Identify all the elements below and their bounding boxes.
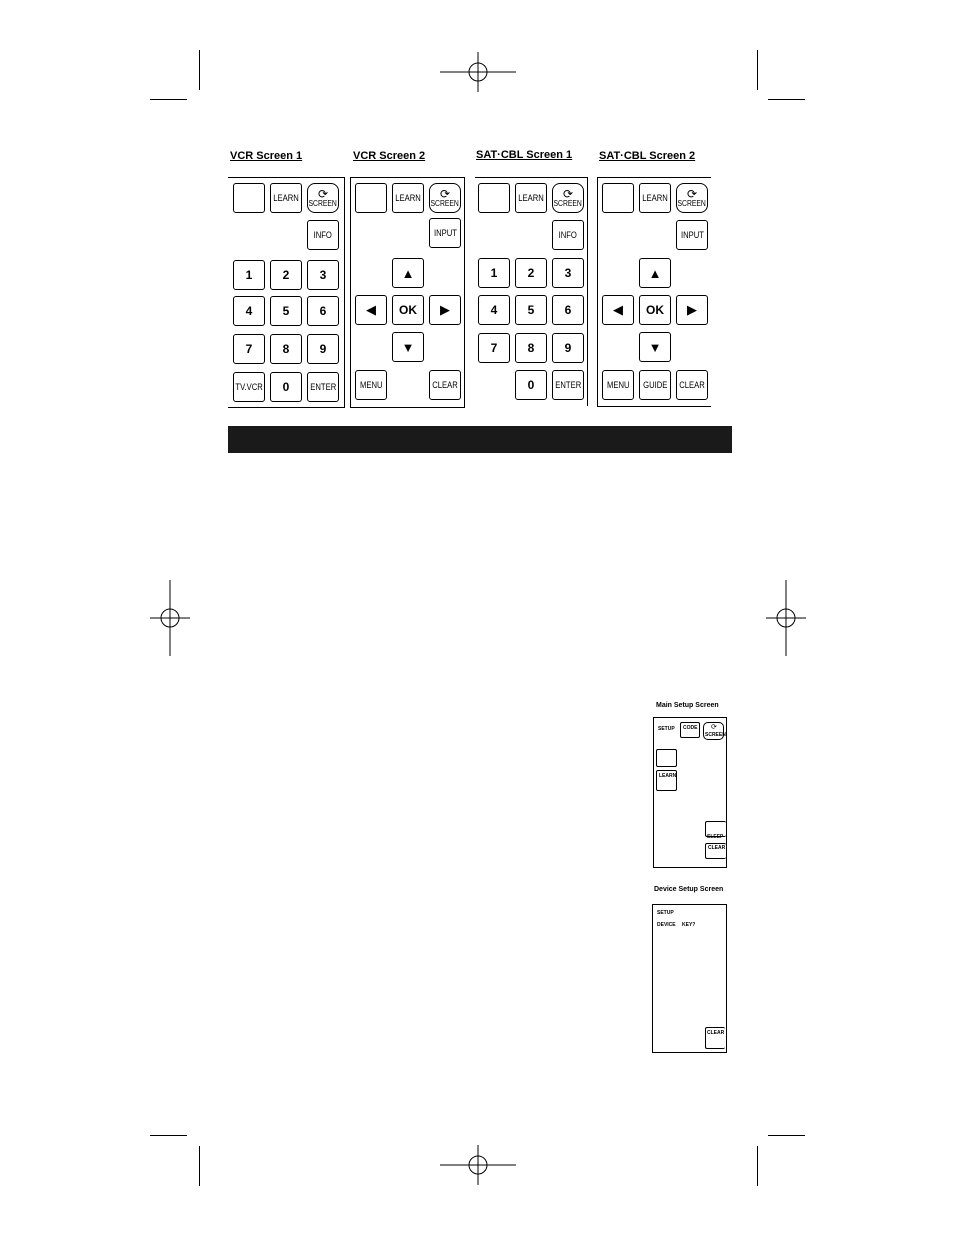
sat-cbl-screen-2-panel — [597, 177, 711, 407]
screen-key[interactable]: ⟳ SCREEN — [429, 183, 461, 213]
code-key[interactable]: CODE — [680, 722, 700, 738]
digit-8-key[interactable]: 8 — [515, 333, 547, 363]
left-arrow-key[interactable] — [602, 295, 634, 325]
up-arrow-key[interactable] — [392, 258, 424, 288]
digit-4-key[interactable]: 4 — [478, 295, 510, 325]
crop-mark — [199, 50, 200, 90]
rotate-icon: ⟳ — [711, 724, 717, 731]
menu-key[interactable]: MENU — [355, 370, 387, 400]
crop-mark — [768, 1135, 805, 1136]
rotate-icon: ⟳ — [562, 186, 574, 201]
key-prompt-label: KEY? — [682, 922, 696, 928]
learn-key[interactable]: LEARN — [656, 770, 677, 791]
enter-key[interactable]: ENTER — [552, 370, 584, 400]
blank-key[interactable] — [233, 183, 265, 213]
right-arrow-key[interactable] — [429, 295, 461, 325]
up-arrow-icon: ▲ — [401, 265, 415, 281]
down-arrow-key[interactable] — [639, 332, 671, 362]
digit-1-key[interactable]: 1 — [478, 258, 510, 288]
input-key[interactable]: INPUT — [429, 218, 461, 248]
up-arrow-key[interactable] — [639, 258, 671, 288]
digit-3-key[interactable]: 3 — [552, 258, 584, 288]
learn-key[interactable]: LEARN — [270, 183, 302, 213]
learn-key[interactable]: LEARN — [515, 183, 547, 213]
digit-2-key[interactable]: 2 — [515, 258, 547, 288]
digit-9-key[interactable]: 9 — [552, 333, 584, 363]
rotate-icon: ⟳ — [439, 186, 451, 201]
right-arrow-key[interactable] — [676, 295, 708, 325]
info-key[interactable]: INFO — [552, 220, 584, 250]
crop-mark — [768, 99, 805, 100]
blank-key[interactable] — [656, 749, 677, 767]
digit-6-key[interactable]: 6 — [307, 296, 339, 326]
crop-mark — [757, 1146, 758, 1186]
vcr-screen-2-title: VCR Screen 2 — [353, 150, 426, 162]
digit-0-key[interactable]: 0 — [270, 372, 302, 402]
enter-key[interactable]: ENTER — [307, 372, 339, 402]
section-header-bar — [228, 426, 732, 453]
vcr-screen-1-panel — [228, 177, 345, 408]
sat-cbl-screen-1-title: SAT·CBL Screen 1 — [476, 149, 573, 161]
main-setup-screen-title: Main Setup Screen — [656, 702, 719, 709]
sat-cbl-screen-1-panel — [475, 177, 588, 406]
input-key[interactable]: INPUT — [676, 220, 708, 250]
main-setup-screen-panel — [653, 717, 727, 868]
screen-key[interactable]: ⟳ SCREEN — [705, 724, 726, 738]
digit-6-key[interactable]: 6 — [552, 295, 584, 325]
clear-key[interactable]: CLEAR — [429, 370, 461, 400]
crop-mark — [757, 50, 758, 90]
learn-key[interactable]: LEARN — [392, 183, 424, 213]
rotate-icon: ⟳ — [686, 186, 698, 201]
rotate-icon: ⟳ — [317, 186, 329, 201]
digit-9-key[interactable]: 9 — [307, 334, 339, 364]
clear-key[interactable]: CLEAR — [705, 843, 726, 859]
blank-key[interactable] — [602, 183, 634, 213]
left-arrow-icon: ◀ — [613, 302, 623, 317]
sat-cbl-screen-2-title: SAT·CBL Screen 2 — [599, 150, 696, 162]
left-arrow-icon: ◀ — [366, 302, 376, 317]
right-arrow-icon: ▶ — [440, 302, 450, 317]
digit-3-key[interactable]: 3 — [307, 260, 339, 290]
setup-label: SETUP — [658, 726, 675, 732]
tv-vcr-key[interactable]: TV.VCR — [233, 372, 265, 402]
digit-0-key[interactable]: 0 — [515, 370, 547, 400]
screen-key[interactable]: ⟳ SCREEN — [676, 183, 708, 213]
registration-mark-icon — [440, 1145, 516, 1185]
ok-key[interactable]: OK — [392, 295, 424, 325]
registration-mark-icon — [440, 52, 516, 92]
down-arrow-icon: ▼ — [648, 339, 662, 355]
crop-mark — [150, 99, 187, 100]
digit-2-key[interactable]: 2 — [270, 260, 302, 290]
learn-key[interactable]: LEARN — [639, 183, 671, 213]
vcr-screen-2-panel — [350, 177, 465, 408]
ok-key[interactable]: OK — [639, 295, 671, 325]
info-key[interactable]: INFO — [307, 220, 339, 250]
digit-4-key[interactable]: 4 — [233, 296, 265, 326]
registration-mark-icon — [150, 580, 190, 656]
right-arrow-icon: ▶ — [687, 302, 697, 317]
digit-5-key[interactable]: 5 — [270, 296, 302, 326]
device-setup-screen-panel — [652, 904, 727, 1053]
crop-mark — [150, 1135, 187, 1136]
digit-7-key[interactable]: 7 — [233, 334, 265, 364]
screen-key[interactable]: ⟳ SCREEN — [307, 183, 339, 213]
guide-key[interactable]: GUIDE — [639, 370, 671, 400]
screen-key[interactable]: ⟳ SCREEN — [552, 183, 584, 213]
menu-key[interactable]: MENU — [602, 370, 634, 400]
left-arrow-key[interactable] — [355, 295, 387, 325]
digit-7-key[interactable]: 7 — [478, 333, 510, 363]
digit-5-key[interactable]: 5 — [515, 295, 547, 325]
device-setup-screen-title: Device Setup Screen — [654, 886, 724, 893]
blank-key[interactable] — [478, 183, 510, 213]
crop-mark — [199, 1146, 200, 1186]
down-arrow-icon: ▼ — [401, 339, 415, 355]
setup-label: SETUP — [657, 910, 674, 916]
sleep-key-label[interactable]: SLEEP — [707, 834, 724, 840]
digit-1-key[interactable]: 1 — [233, 260, 265, 290]
up-arrow-icon: ▲ — [648, 265, 662, 281]
vcr-screen-1-title: VCR Screen 1 — [230, 150, 303, 162]
registration-mark-icon — [766, 580, 806, 656]
clear-key[interactable]: CLEAR — [676, 370, 708, 400]
blank-key[interactable] — [355, 183, 387, 213]
digit-8-key[interactable]: 8 — [270, 334, 302, 364]
clear-key[interactable]: CLEAR — [705, 1027, 725, 1049]
device-label: DEVICE — [657, 922, 676, 928]
down-arrow-key[interactable] — [392, 332, 424, 362]
